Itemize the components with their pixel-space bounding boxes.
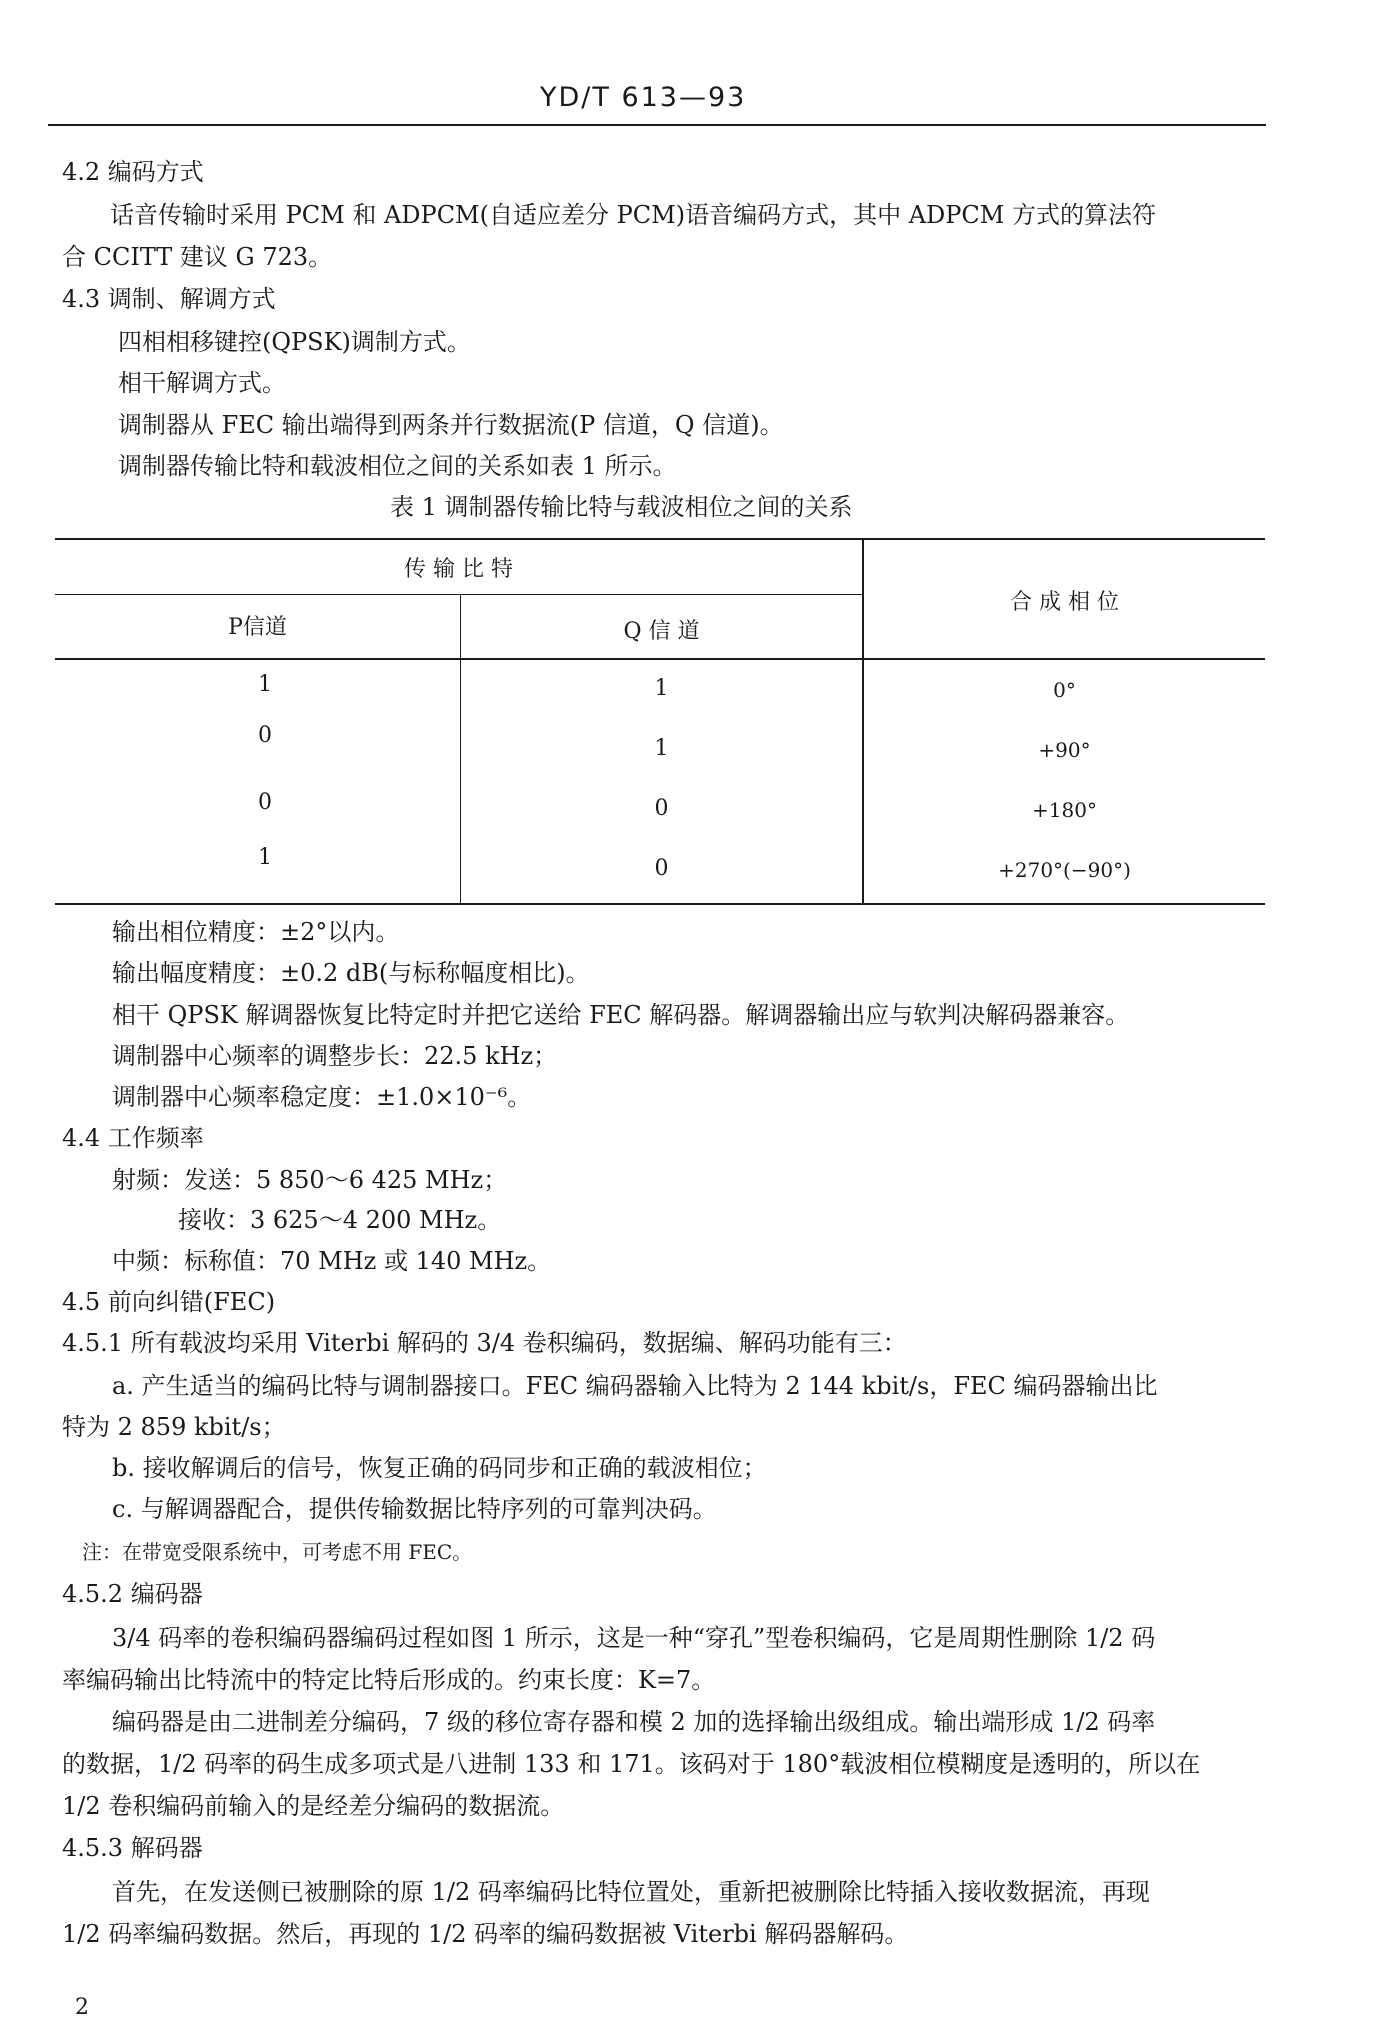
table-row2-q: 1 xyxy=(654,736,669,761)
page-header-title: YD/T 613—93 xyxy=(540,82,747,113)
if-nominal: 中频：标称值：70 MHz 或 140 MHz。 xyxy=(112,1247,552,1275)
table-top-rule xyxy=(55,538,1265,540)
table-header-q: Q 信 道 xyxy=(623,619,700,644)
encoder-p2-line1: 编码器是由二进制差分编码，7 级的移位寄存器和模 2 加的选择输出级组成。输出端形成 1/2 码率 xyxy=(112,1708,1156,1736)
section-4-3-line1: 四相相移键控(QPSK)调制方式。 xyxy=(118,328,471,356)
section-4-5-2: 4.5.2 编码器 xyxy=(62,1580,203,1608)
table-row3-q: 0 xyxy=(654,796,669,821)
section-4-2-heading: 4.2 编码方式 xyxy=(62,158,204,186)
rf-transmit: 射频：发送：5 850～6 425 MHz； xyxy=(112,1166,508,1194)
table-row3-p: 0 xyxy=(258,790,272,815)
table-row2-phase: +90° xyxy=(1038,738,1091,762)
table-header-phase: 合 成 相 位 xyxy=(1010,590,1119,615)
section-4-2-text-line2: 合 CCITT 建议 G 723。 xyxy=(62,243,333,271)
section-4-5-1: 4.5.1 所有载波均采用 Viterbi 解码的 3/4 卷积编码，数据编、解码功能有三： xyxy=(62,1329,907,1357)
spec-step-size: 调制器中心频率的调整步长：22.5 kHz； xyxy=(112,1042,558,1070)
section-4-3-line2: 相干解调方式。 xyxy=(118,369,286,397)
header-rule xyxy=(48,124,1266,126)
section-4-4-heading: 4.4 工作频率 xyxy=(62,1124,204,1152)
item-a-line1: a. 产生适当的编码比特与调制器接口。FEC 编码器输入比特为 2 144 kbit/s，FEC 编码器输出比 xyxy=(112,1372,1158,1400)
table-header-divider xyxy=(55,594,862,595)
table-row3-phase: +180° xyxy=(1032,798,1097,822)
item-c: c. 与解调器配合，提供传输数据比特序列的可靠判决码。 xyxy=(112,1495,717,1523)
table-row4-phase: +270°(−90°) xyxy=(998,858,1131,882)
section-4-5-heading: 4.5 前向纠错(FEC) xyxy=(62,1288,276,1316)
table-header-p: P信道 xyxy=(228,615,287,640)
table-row2-p: 0 xyxy=(258,723,272,748)
table-row1-q: 1 xyxy=(654,676,669,701)
section-4-5-3: 4.5.3 解码器 xyxy=(62,1834,203,1862)
spec-stability: 调制器中心频率稳定度：±1.0×10⁻⁶。 xyxy=(112,1083,532,1111)
table-header-rule xyxy=(55,658,1265,660)
section-4-3-line3: 调制器从 FEC 输出端得到两条并行数据流(P 信道，Q 信道)。 xyxy=(118,411,784,439)
table-bottom-rule xyxy=(55,903,1265,905)
section-4-2-text-line1: 话音传输时采用 PCM 和 ADPCM(自适应差分 PCM)语音编码方式，其中 ADPCM 方式的算法符 xyxy=(110,201,1156,229)
page-number: 2 xyxy=(75,1995,89,2020)
spec-amplitude-accuracy: 输出幅度精度：±0.2 dB(与标称幅度相比)。 xyxy=(112,959,590,987)
encoder-p1-line2: 率编码输出比特流中的特定比特后形成的。约束长度：K=7。 xyxy=(62,1666,716,1694)
table-row1-p: 1 xyxy=(258,672,272,697)
table-row4-p: 1 xyxy=(258,845,272,870)
decoder-line1: 首先，在发送侧已被删除的原 1/2 码率编码比特位置处，重新把被删除比特插入接收数据流，再现 xyxy=(112,1878,1150,1906)
note: 注：在带宽受限系统中，可考虑不用 FEC。 xyxy=(82,1540,473,1564)
section-4-3-line4: 调制器传输比特和载波相位之间的关系如表 1 所示。 xyxy=(118,452,677,480)
rf-receive: 接收：3 625～4 200 MHz。 xyxy=(178,1206,502,1234)
item-b: b. 接收解调后的信号，恢复正确的码同步和正确的载波相位； xyxy=(112,1454,767,1482)
decoder-line2: 1/2 码率编码数据。然后，再现的 1/2 码率的编码数据被 Viterbi 解码器解码。 xyxy=(62,1920,909,1948)
item-a-line2: 特为 2 859 kbit/s； xyxy=(62,1413,286,1441)
table-caption: 表 1 调制器传输比特与载波相位之间的关系 xyxy=(390,493,853,521)
encoder-p2-line2: 的数据，1/2 码率的码生成多项式是八进制 133 和 171。该码对于 180°载波相位模糊度是透明的，所以在 xyxy=(62,1750,1201,1778)
spec-demodulator: 相干 QPSK 解调器恢复比特定时并把它送给 FEC 解码器。解调器输出应与软判决解码器兼容。 xyxy=(112,1001,1130,1029)
table-header-bits: 传 输 比 特 xyxy=(404,557,513,582)
encoder-p2-line3: 1/2 卷积编码前输入的是经差分编码的数据流。 xyxy=(62,1792,565,1820)
section-4-3-heading: 4.3 调制、解调方式 xyxy=(62,285,276,313)
table-row1-phase: 0° xyxy=(1053,678,1076,702)
encoder-p1-line1: 3/4 码率的卷积编码器编码过程如图 1 所示，这是一种“穿孔”型卷积编码，它是周期性删除 1/2 码 xyxy=(112,1624,1156,1652)
table-row4-q: 0 xyxy=(654,856,669,881)
spec-phase-accuracy: 输出相位精度：±2°以内。 xyxy=(112,918,400,946)
